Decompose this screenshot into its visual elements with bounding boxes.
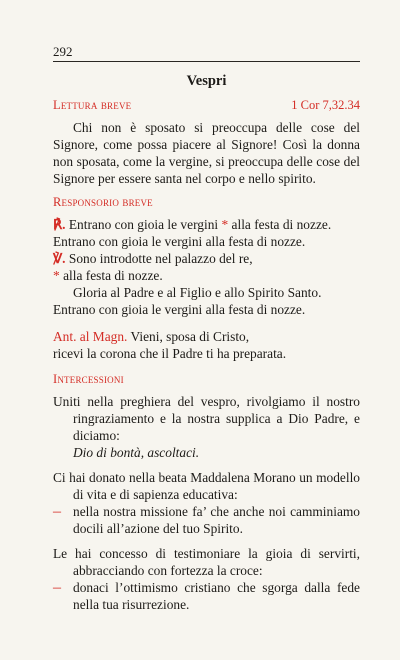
antifona-label: Ant. al Magn. (53, 329, 128, 344)
intercession-answer: nella nostra missione fa’ che anche noi camminiamo docili all’azione del tuo Spirito. (73, 504, 360, 536)
page-title: Vespri (186, 73, 227, 89)
responsorio-gloria: Gloria al Padre e al Figlio e allo Spirito Santo. (73, 285, 322, 300)
responsorio-line-1b: alla festa di nozze. (231, 217, 332, 232)
intercession-answer-row (53, 503, 360, 537)
responsorio-line-3-text: Sono introdotte nel palazzo del re, (68, 251, 253, 266)
intercession-answer: donaci l’ottimismo cristiano che sgorga dalla fede nella tua risurrezione. (73, 580, 360, 612)
page-header (53, 44, 360, 62)
responsorio-rubric: Responsorio breve (53, 195, 153, 209)
intercessioni-intro-block (53, 393, 360, 461)
responsorio-line-3 (53, 250, 360, 267)
page-number: 292 (53, 44, 73, 59)
lettura-reference: 1 Cor 7,32.34 (291, 98, 360, 112)
lettura-rubric: Lettura breve (53, 98, 132, 112)
responsorio-line-1 (53, 216, 360, 233)
responsorio-line-1a: Entrano con gioia le vergini (68, 217, 219, 232)
response-symbol: ℟. (53, 217, 66, 232)
intercessioni-intro: Uniti nella preghiera del vespro, rivolgiamo il nostro ringraziamento e la nostra supplica a Dio Padre, e diciamo: (53, 394, 360, 443)
responsorio-line-2: Entrano con gioia le vergini alla festa di nozze. (53, 234, 306, 249)
intercessioni-rubric: Intercessioni (53, 372, 124, 386)
antifona-block (53, 328, 360, 362)
dash-mark: – (53, 579, 61, 596)
star-mark: * (53, 268, 60, 283)
lettura-text: Chi non è sposato si preoccupa delle cose del Signore, come possa piacere al Signore! Così la donna non sposata, come la vergine, si preoccupa delle cose del Signore per essere santa nel corpo e nello spirito. (53, 120, 360, 186)
intercession-item-2 (53, 545, 360, 613)
intercession-item-1 (53, 469, 360, 537)
responsorio-line-4 (53, 267, 360, 284)
responsorio-block (53, 216, 360, 318)
antifona-line-2: ricevi la corona che il Padre ti ha preparata. (53, 346, 287, 361)
responsorio-line-6: Entrano con gioia le vergini alla festa di nozze. (53, 302, 306, 317)
intercession-answer-row (53, 579, 360, 613)
star-mark: * (221, 217, 229, 232)
antifona-line-1 (53, 328, 360, 345)
lettura-heading (53, 98, 360, 113)
antifona-text-1: Vieni, sposa di Cristo, (130, 329, 250, 344)
dash-mark: – (53, 503, 61, 520)
intercessioni-heading (53, 372, 360, 387)
responsorio-heading (53, 195, 360, 210)
versicle-symbol: ℣. (53, 251, 66, 266)
responsorio-line-4-text: alla festa di nozze. (63, 268, 163, 283)
intercession-petition: Le hai concesso di testimoniare la gioia di servirti, abbracciando con fortezza la croce: (53, 546, 360, 578)
intercessioni-response: Dio di bontà, ascoltaci. (73, 445, 200, 460)
intercession-petition: Ci hai donato nella beata Maddalena Morano un modello di vita e di sapienza educativa: (53, 470, 360, 502)
